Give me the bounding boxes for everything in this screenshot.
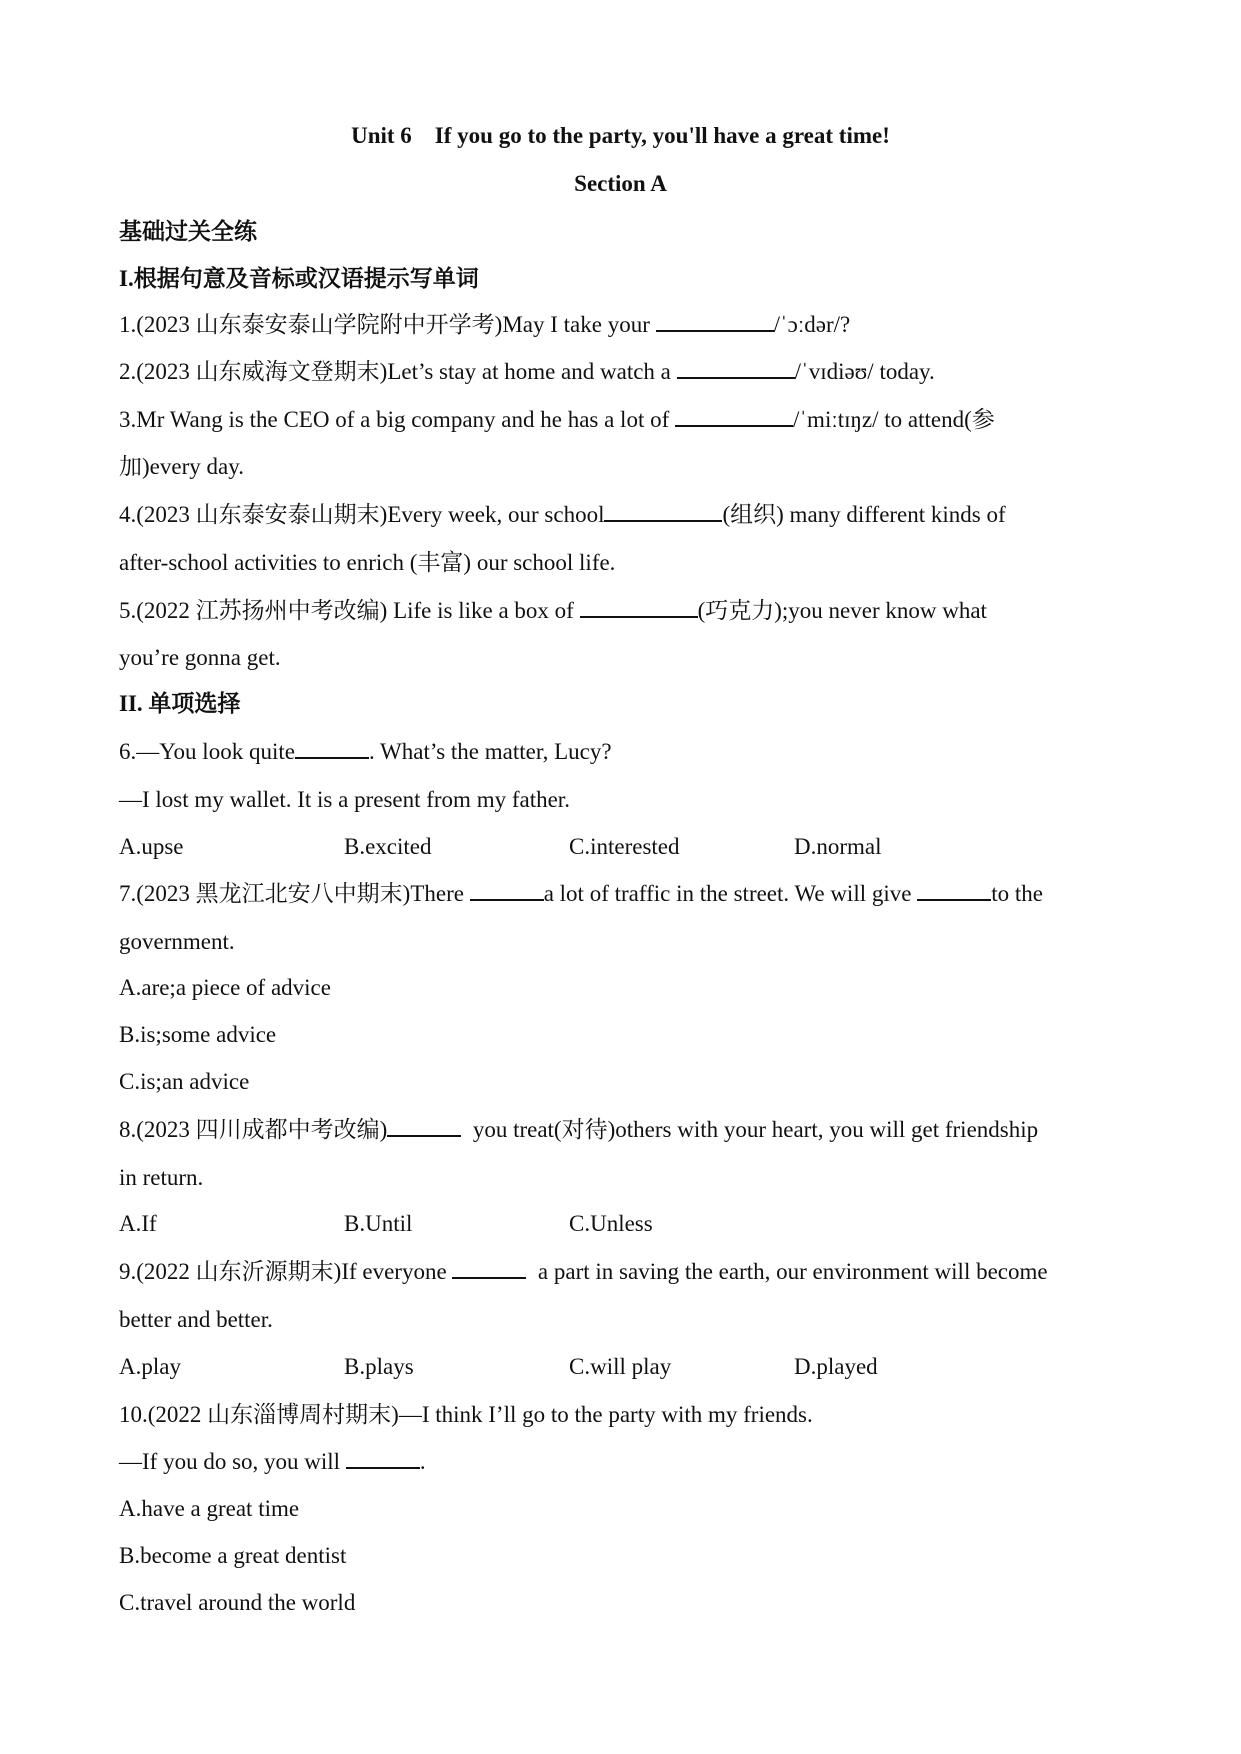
answer-blank[interactable] xyxy=(452,1257,526,1279)
option-a[interactable]: A.are;a piece of advice xyxy=(119,975,331,1000)
option-d[interactable]: D.normal xyxy=(794,834,882,859)
question-3-continued: 加)every day. xyxy=(119,454,244,479)
question-9-continued: better and better. xyxy=(119,1307,273,1332)
option-c[interactable]: C.interested xyxy=(569,834,680,859)
option-d[interactable]: D.played xyxy=(794,1354,878,1379)
question-4-continued: after-school activities to enrich (丰富) our school life. xyxy=(119,550,616,575)
answer-blank[interactable] xyxy=(656,310,774,332)
option-a[interactable]: A.If xyxy=(119,1211,157,1236)
option-c[interactable]: C.will play xyxy=(569,1354,672,1379)
section-title: Section A xyxy=(574,171,667,196)
question-3: 3.Mr Wang is the CEO of a big company and he has a lot of /ˈmiːtɪŋz/ to attend(参 xyxy=(119,407,995,432)
option-a[interactable]: A.play xyxy=(119,1354,181,1379)
answer-blank[interactable] xyxy=(580,596,698,618)
answer-blank[interactable] xyxy=(675,405,793,427)
answer-blank[interactable] xyxy=(346,1447,420,1469)
option-a[interactable]: A.have a great time xyxy=(119,1496,300,1521)
option-b[interactable]: B.become a great dentist xyxy=(119,1543,347,1568)
question-9: 9.(2022 山东沂源期末)If everyone a part in saving the earth, our environment will become xyxy=(119,1259,1048,1284)
answer-blank[interactable] xyxy=(917,879,991,901)
question-7: 7.(2023 黑龙江北安八中期末)There a lot of traffic in the street. We will give to the xyxy=(119,881,1043,906)
option-c[interactable]: C.is;an advice xyxy=(119,1069,250,1094)
question-5-continued: you’re gonna get. xyxy=(119,645,281,670)
question-10: 10.(2022 山东淄博周村期末)—I think I’ll go to the party with my friends. xyxy=(119,1402,813,1427)
question-6-reply: —I lost my wallet. It is a present from my father. xyxy=(119,787,570,812)
question-5: 5.(2022 江苏扬州中考改编) Life is like a box of (巧克力);you never know what xyxy=(119,598,987,623)
practice-heading: 基础过关全练 xyxy=(119,219,257,244)
question-8-continued: in return. xyxy=(119,1165,204,1190)
answer-blank[interactable] xyxy=(677,357,795,379)
option-b[interactable]: B.plays xyxy=(344,1354,414,1379)
question-2: 2.(2023 山东威海文登期末)Let’s stay at home and watch a /ˈvɪdiəʊ/ today. xyxy=(119,359,935,384)
unit-title: Unit 6 If you go to the party, you'll have a great time! xyxy=(351,123,890,148)
question-6: 6.—You look quite . What’s the matter, Lucy? xyxy=(119,739,612,764)
option-c[interactable]: C.Unless xyxy=(569,1211,653,1236)
answer-blank[interactable] xyxy=(604,500,722,522)
answer-blank[interactable] xyxy=(387,1115,461,1137)
question-10-reply: —If you do so, you will . xyxy=(119,1449,426,1474)
option-b[interactable]: B.Until xyxy=(344,1211,413,1236)
part1-heading: I.根据句意及音标或汉语提示写单词 xyxy=(119,266,479,291)
question-4: 4.(2023 山东泰安泰山期末)Every week, our school (组织) many different kinds of xyxy=(119,502,1006,527)
option-b[interactable]: B.excited xyxy=(344,834,432,859)
option-b[interactable]: B.is;some advice xyxy=(119,1022,277,1047)
question-8: 8.(2023 四川成都中考改编) you treat(对待)others with your heart, you will get friendship xyxy=(119,1117,1039,1142)
option-c[interactable]: C.travel around the world xyxy=(119,1590,356,1615)
part2-heading: II. 单项选择 xyxy=(119,691,241,716)
answer-blank[interactable] xyxy=(470,879,544,901)
question-7-continued: government. xyxy=(119,929,235,954)
question-1: 1.(2023 山东泰安泰山学院附中开学考)May I take your /ˈɔːdər/? xyxy=(119,312,851,337)
answer-blank[interactable] xyxy=(295,737,369,759)
option-a[interactable]: A.upse xyxy=(119,834,184,859)
